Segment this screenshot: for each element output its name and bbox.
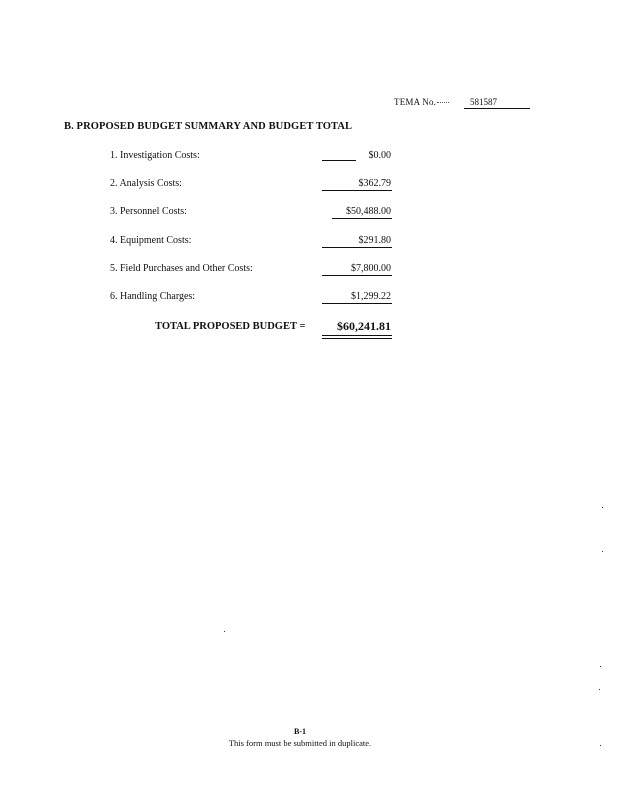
line-item-personnel-costs-amount: $50,488.00 [346,206,391,217]
line-item-field-purchases-amount: $7,800.00 [351,263,391,274]
line-item-equipment-costs-rule [322,247,392,248]
line-item-personnel-costs-rule [332,218,392,219]
line-item-investigation-costs-amount: $0.00 [368,150,391,161]
line-item-analysis-costs-rule [322,190,392,191]
scan-speck [224,631,225,632]
scan-speck [602,551,603,552]
scan-speck [600,666,601,667]
section-title: B. PROPOSED BUDGET SUMMARY AND BUDGET TOTAL [64,121,353,132]
tema-number-dotted-leader [437,102,449,103]
scan-speck [599,689,600,690]
line-item-equipment-costs-label: 4. Equipment Costs: [110,235,192,246]
tema-number-label: TEMA No. [394,97,437,107]
footer-note: This form must be submitted in duplicate. [228,738,372,748]
total-proposed-budget-amount: $60,241.81 [337,319,391,333]
total-double-rule [322,335,392,339]
line-item-field-purchases-rule [322,275,392,276]
tema-number-value: 581587 [464,97,530,109]
line-item-investigation-costs-rule [322,160,356,161]
line-item-field-purchases-label: 5. Field Purchases and Other Costs: [110,263,253,274]
line-item-personnel-costs-label: 3. Personnel Costs: [110,206,187,217]
line-item-equipment-costs-amount: $291.80 [358,235,391,246]
scan-speck [602,507,603,508]
line-item-analysis-costs-label: 2. Analysis Costs: [110,178,182,189]
total-proposed-budget-label: TOTAL PROPOSED BUDGET = [155,321,306,332]
line-item-investigation-costs-label: 1. Investigation Costs: [110,150,200,161]
line-item-analysis-costs-amount: $362.79 [358,178,391,189]
line-item-handling-charges-label: 6. Handling Charges: [110,291,196,302]
line-item-handling-charges-amount: $1,299.22 [351,291,391,302]
scan-speck [600,745,601,746]
line-item-handling-charges-rule [322,303,392,304]
page-number: B-1 [294,727,306,736]
